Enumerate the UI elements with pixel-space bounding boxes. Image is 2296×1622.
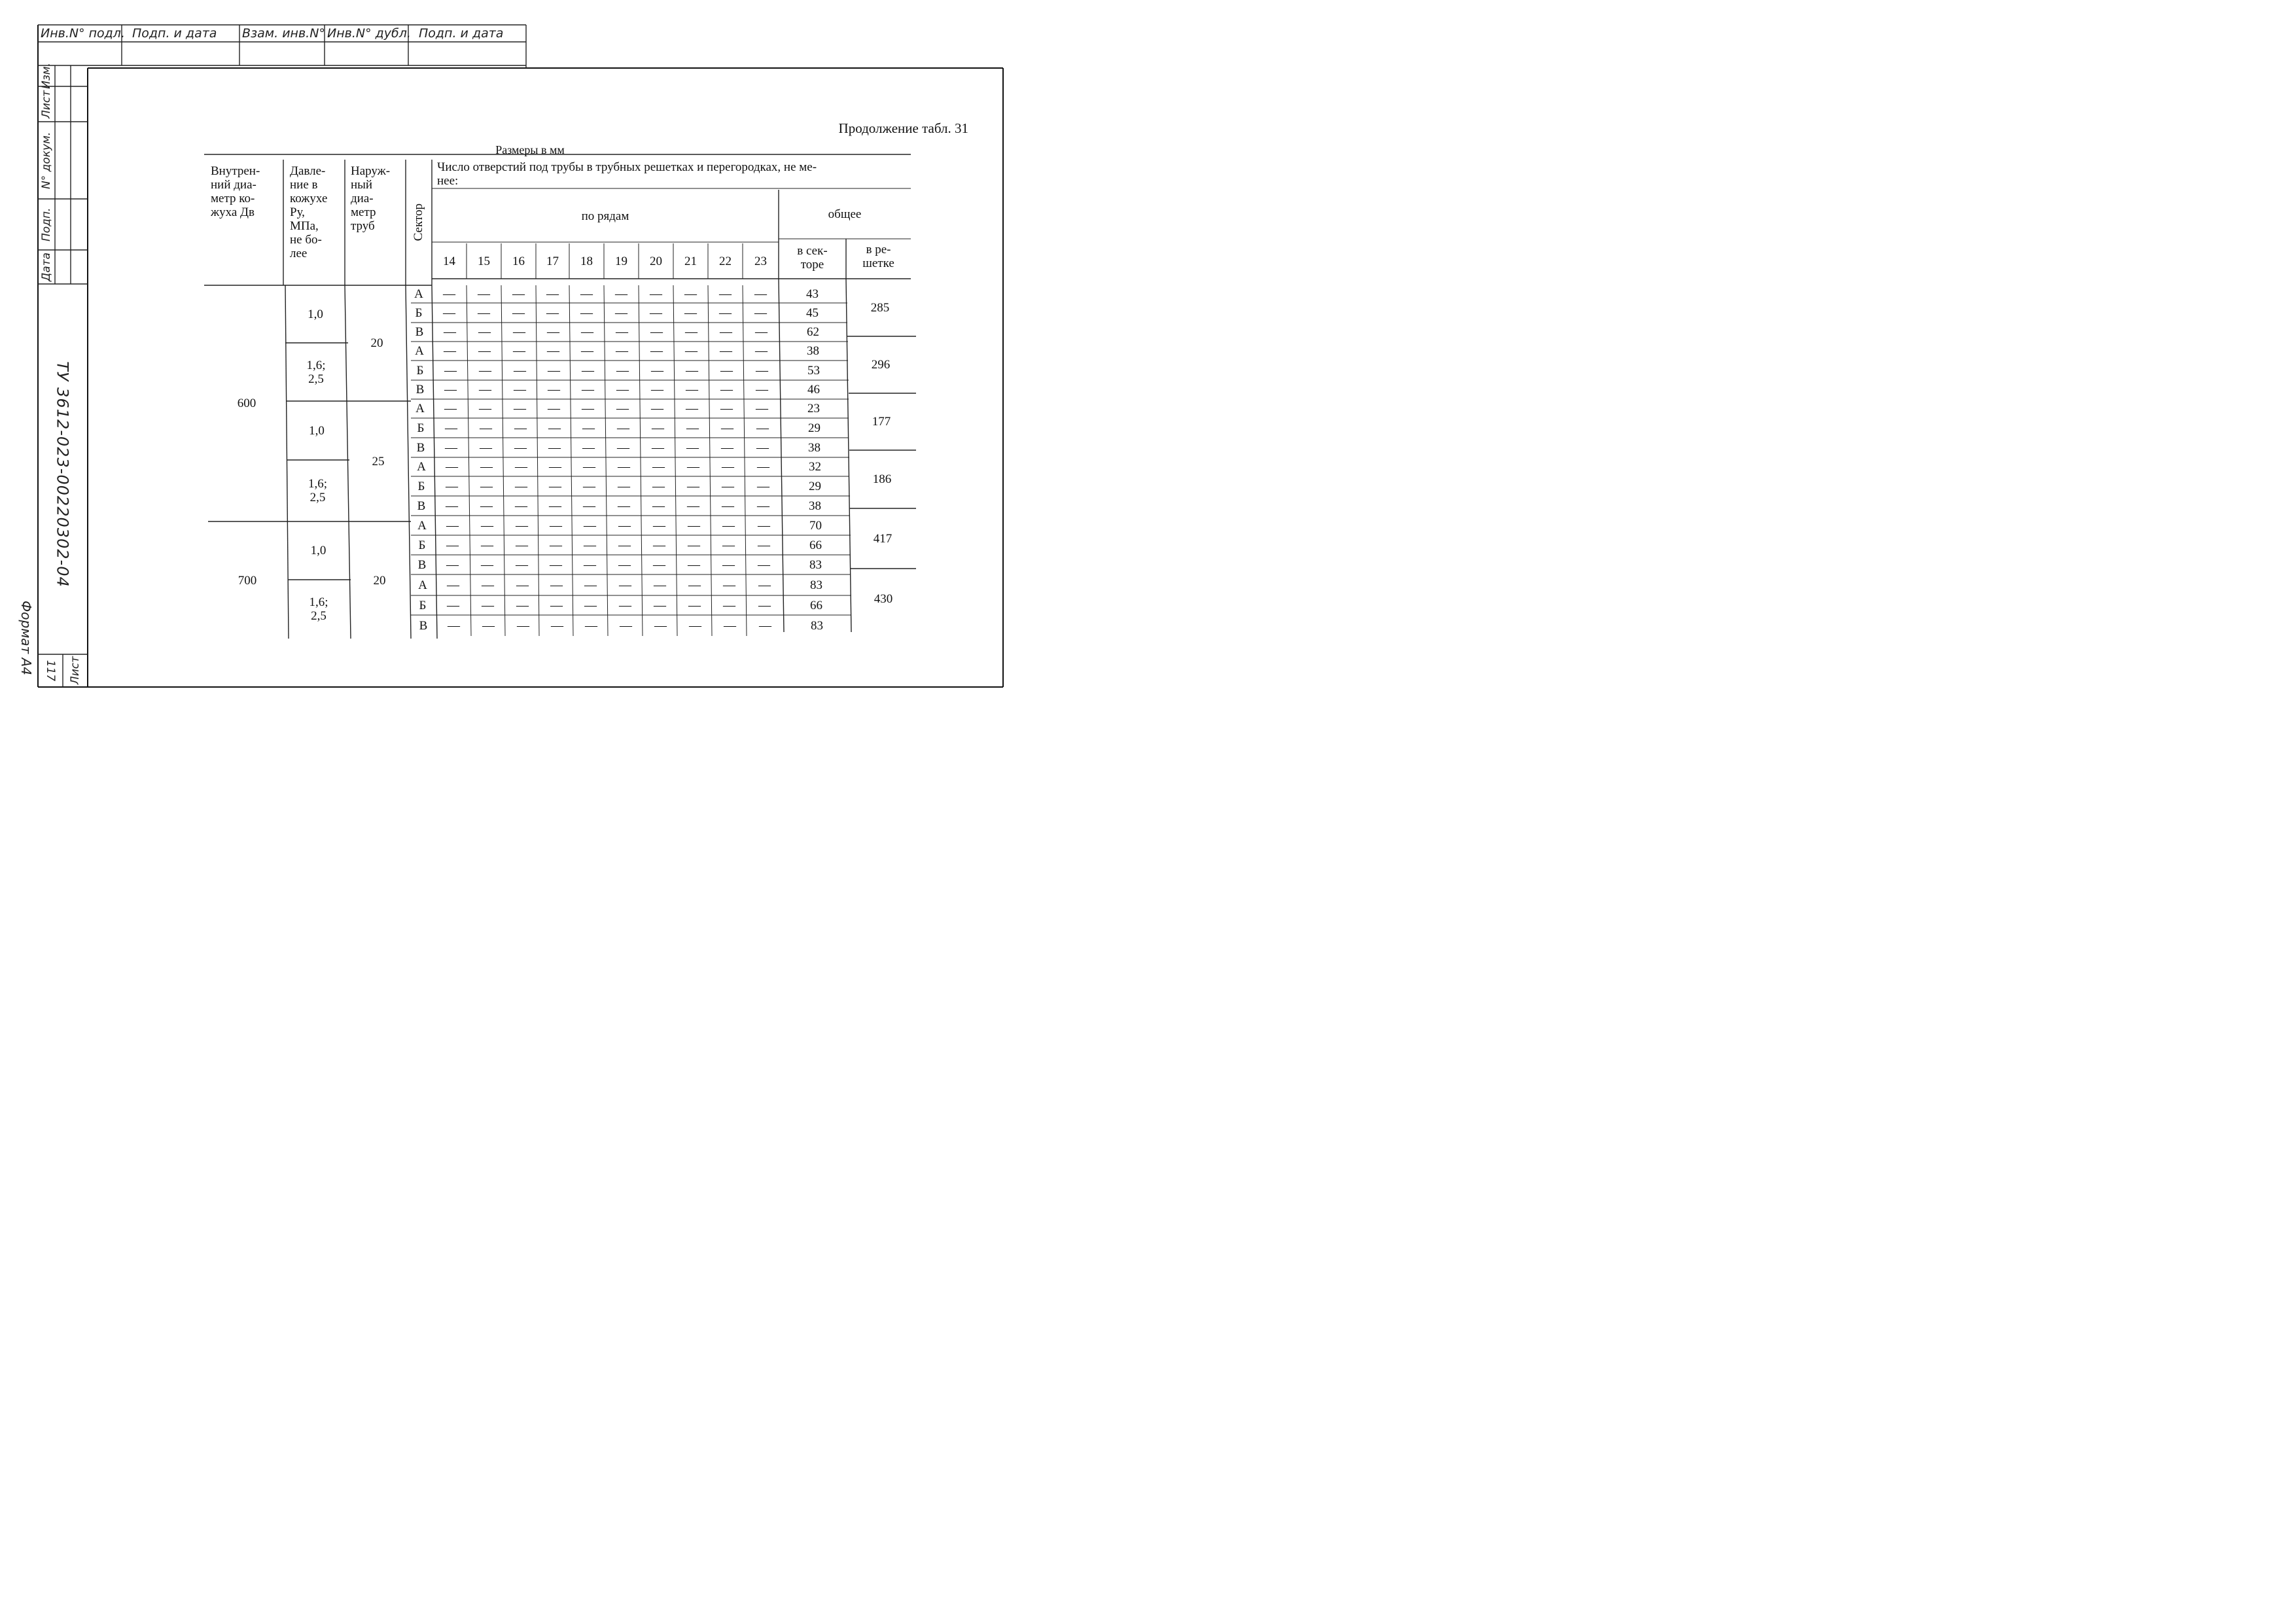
sheet-label-wrapper <box>63 654 88 687</box>
empty-dash-cell: — <box>689 618 701 633</box>
empty-dash-cell: — <box>583 499 595 513</box>
in-sector-cell: 66 <box>810 598 822 612</box>
diameter-600: 600 <box>237 397 256 410</box>
empty-dash-cell: — <box>549 499 561 513</box>
empty-dash-cell: — <box>650 306 662 320</box>
empty-dash-cell: — <box>720 402 733 415</box>
empty-dash-cell: — <box>479 363 491 378</box>
empty-dash-cell: — <box>653 557 665 572</box>
in-sector-cell: 70 <box>809 518 822 533</box>
empty-dash-cell: — <box>615 306 627 320</box>
empty-dash-cell: — <box>512 306 525 320</box>
empty-dash-cell: — <box>755 344 768 358</box>
empty-dash-cell: — <box>513 344 525 358</box>
empty-dash-cell: — <box>651 363 663 378</box>
empty-dash-cell: — <box>515 499 527 513</box>
empty-dash-cell: — <box>478 306 490 320</box>
header-in-sector: в сек- торе <box>797 244 828 272</box>
empty-dash-cell: — <box>756 402 768 415</box>
empty-dash-cell: — <box>514 383 526 397</box>
empty-dash-cell: — <box>687 499 699 513</box>
empty-dash-cell: — <box>549 479 561 493</box>
empty-dash-cell: — <box>723 578 735 592</box>
sector-cell: А <box>415 402 425 415</box>
header-sector: Сектор <box>412 203 425 241</box>
empty-dash-cell: — <box>720 383 733 397</box>
empty-dash-cell: — <box>620 618 632 633</box>
header-by-rows: по рядам <box>581 209 629 223</box>
empty-dash-cell: — <box>756 383 768 397</box>
empty-dash-cell: — <box>618 460 630 474</box>
header-in-grid: в ре- шетке <box>862 243 894 270</box>
stamp-label-podp: Подп. <box>40 207 53 241</box>
empty-dash-cell: — <box>515 479 527 493</box>
empty-dash-cell: — <box>581 325 593 339</box>
empty-dash-cell: — <box>754 287 767 301</box>
header-row-18: 18 <box>580 254 593 268</box>
empty-dash-cell: — <box>618 518 631 533</box>
empty-dash-cell: — <box>516 578 529 592</box>
empty-dash-cell: — <box>481 538 493 552</box>
stamp-label-inv-dubl: Инв.N° дубл. <box>327 26 411 41</box>
empty-dash-cell: — <box>512 287 525 301</box>
empty-dash-cell: — <box>724 618 736 633</box>
empty-dash-cell: — <box>446 460 458 474</box>
sector-cell: А <box>418 578 427 592</box>
empty-dash-cell: — <box>687 460 699 474</box>
empty-dash-cell: — <box>581 344 593 358</box>
empty-dash-cell: — <box>550 557 562 572</box>
sector-cell: Б <box>419 598 427 612</box>
header-outer-diameter: Наруж- ный диа- метр труб <box>351 164 391 233</box>
empty-dash-cell: — <box>619 578 631 592</box>
empty-dash-cell: — <box>548 402 560 415</box>
sector-cell: Б <box>415 306 423 320</box>
diameter-700: 700 <box>238 573 257 588</box>
in-grid-cell: 285 <box>870 300 890 315</box>
in-grid-cell: 296 <box>871 358 891 372</box>
empty-dash-cell: — <box>514 421 527 435</box>
empty-dash-cell: — <box>688 598 701 612</box>
empty-dash-cell: — <box>719 287 732 301</box>
empty-dash-cell: — <box>650 325 663 339</box>
empty-dash-cell: — <box>444 325 456 339</box>
format-wrapper <box>14 595 38 680</box>
sheet-number: 117 <box>43 660 57 682</box>
sector-cell: В <box>417 557 427 572</box>
in-sector-cell: 29 <box>808 421 821 435</box>
pressure-cell: 1,6; 2,5 <box>306 358 326 386</box>
empty-dash-cell: — <box>478 344 491 358</box>
stamp-label-izm: Изм. <box>40 63 53 89</box>
empty-dash-cell: — <box>546 287 559 301</box>
in-sector-cell: 23 <box>807 402 820 415</box>
empty-dash-cell: — <box>479 383 491 397</box>
empty-dash-cell: — <box>447 598 459 612</box>
empty-dash-cell: — <box>720 325 732 339</box>
empty-dash-cell: — <box>584 538 596 552</box>
sector-cell: В <box>419 618 428 633</box>
empty-dash-cell: — <box>755 325 768 339</box>
empty-dash-cell: — <box>688 538 700 552</box>
empty-dash-cell: — <box>758 518 770 533</box>
header-row-20: 20 <box>650 254 662 268</box>
empty-dash-cell: — <box>516 538 528 552</box>
empty-dash-cell: — <box>758 598 771 612</box>
stamp-label-n-dokum: N° докум. <box>40 132 53 189</box>
header-row-14: 14 <box>443 254 455 268</box>
empty-dash-cell: — <box>582 383 594 397</box>
sector-cell: В <box>415 383 425 397</box>
empty-dash-cell: — <box>550 518 562 533</box>
in-sector-cell: 38 <box>807 344 819 358</box>
in-sector-cell: 83 <box>810 578 822 592</box>
in-sector-cell: 29 <box>809 479 821 493</box>
empty-dash-cell: — <box>550 598 563 612</box>
empty-dash-cell: — <box>758 557 770 572</box>
empty-dash-cell: — <box>480 460 493 474</box>
empty-dash-cell: — <box>721 440 733 455</box>
empty-dash-cell: — <box>688 557 700 572</box>
header-row-16: 16 <box>512 254 525 268</box>
empty-dash-cell: — <box>584 557 596 572</box>
empty-dash-cell: — <box>478 325 491 339</box>
in-sector-cell: 62 <box>807 325 819 339</box>
header-row-21: 21 <box>684 254 697 268</box>
empty-dash-cell: — <box>580 306 593 320</box>
empty-dash-cell: — <box>688 518 700 533</box>
header-row-17: 17 <box>546 254 559 268</box>
empty-dash-cell: — <box>757 460 769 474</box>
empty-dash-cell: — <box>654 618 667 633</box>
stamp-label-data: Дата <box>40 252 53 282</box>
empty-dash-cell: — <box>722 499 734 513</box>
empty-dash-cell: — <box>618 479 630 493</box>
empty-dash-cell: — <box>650 287 662 301</box>
outer-diameter-cell: 25 <box>372 454 385 468</box>
stamp-label-vzam-inv: Взам. инв.N° <box>242 26 325 41</box>
empty-dash-cell: — <box>617 421 629 435</box>
sector-cell: А <box>417 518 427 533</box>
empty-dash-cell: — <box>448 618 460 633</box>
pressure-cell: 1,0 <box>308 307 323 321</box>
empty-dash-cell: — <box>652 499 665 513</box>
empty-dash-cell: — <box>446 518 459 533</box>
empty-dash-cell: — <box>444 344 456 358</box>
empty-dash-cell: — <box>756 421 769 435</box>
header-holes: Число отверстий под трубы в трубных решетках и перегородках, не ме- нее: <box>437 160 817 188</box>
in-sector-cell: 53 <box>807 363 820 378</box>
in-sector-cell: 38 <box>808 440 821 455</box>
empty-dash-cell: — <box>480 499 493 513</box>
empty-dash-cell: — <box>652 479 665 493</box>
empty-dash-cell: — <box>549 460 561 474</box>
empty-dash-cell: — <box>756 440 769 455</box>
stamp-label-inv-podl: Инв.N° подл. <box>41 26 125 41</box>
empty-dash-cell: — <box>585 618 597 633</box>
format-label: Формат А4 <box>18 601 34 675</box>
sector-cell: Б <box>417 479 425 493</box>
header-pressure: Давле- ние в кожухе Ру, МПа, не бо- лее <box>290 164 328 260</box>
empty-dash-cell: — <box>721 421 733 435</box>
empty-dash-cell: — <box>478 287 490 301</box>
in-sector-cell: 45 <box>806 306 819 320</box>
outer-diameter-cell: 20 <box>370 336 383 350</box>
in-sector-cell: 46 <box>807 383 820 397</box>
sector-cell: Б <box>417 421 425 435</box>
in-sector-cell: 66 <box>809 538 822 552</box>
units-note: Размеры в мм <box>495 143 565 156</box>
header-sector-wrapper <box>406 160 432 285</box>
in-sector-cell: 32 <box>809 460 821 474</box>
empty-dash-cell: — <box>444 383 457 397</box>
empty-dash-cell: — <box>582 363 594 378</box>
empty-dash-cell: — <box>516 598 529 612</box>
empty-dash-cell: — <box>688 578 701 592</box>
empty-dash-cell: — <box>515 460 527 474</box>
empty-dash-cell: — <box>481 518 493 533</box>
in-sector-cell: 83 <box>811 618 823 633</box>
empty-dash-cell: — <box>758 578 771 592</box>
empty-dash-cell: — <box>616 363 629 378</box>
empty-dash-cell: — <box>548 440 561 455</box>
document-page <box>0 0 1026 725</box>
empty-dash-cell: — <box>548 363 560 378</box>
empty-dash-cell: — <box>446 479 458 493</box>
in-grid-cell: 430 <box>874 592 893 606</box>
header-inner-diameter: Внутрен- ний диа- метр ко- жуха Дв <box>211 164 260 219</box>
empty-dash-cell: — <box>548 383 560 397</box>
empty-dash-cell: — <box>443 287 455 301</box>
empty-dash-cell: — <box>720 363 733 378</box>
empty-dash-cell: — <box>445 440 457 455</box>
pressure-cell: 1,6; 2,5 <box>309 595 328 623</box>
sector-cell: А <box>415 344 424 358</box>
sector-cell: В <box>417 499 426 513</box>
empty-dash-cell: — <box>653 538 665 552</box>
empty-dash-cell: — <box>687 479 699 493</box>
empty-dash-cell: — <box>719 306 732 320</box>
empty-dash-cell: — <box>482 578 494 592</box>
empty-dash-cell: — <box>480 421 492 435</box>
empty-dash-cell: — <box>723 598 735 612</box>
empty-dash-cell: — <box>583 460 595 474</box>
empty-dash-cell: — <box>582 402 594 415</box>
outer-diameter-cell: 20 <box>373 573 386 588</box>
empty-dash-cell: — <box>619 598 631 612</box>
empty-dash-cell: — <box>759 618 771 633</box>
stamp-label-list: Лист <box>40 90 53 118</box>
empty-dash-cell: — <box>480 440 492 455</box>
header-row-22: 22 <box>719 254 732 268</box>
header-row-15: 15 <box>478 254 490 268</box>
in-sector-cell: 43 <box>806 287 819 301</box>
empty-dash-cell: — <box>615 287 627 301</box>
empty-dash-cell: — <box>446 499 458 513</box>
empty-dash-cell: — <box>479 402 491 415</box>
empty-dash-cell: — <box>651 402 663 415</box>
sector-cell: А <box>414 287 423 301</box>
empty-dash-cell: — <box>758 538 770 552</box>
empty-dash-cell: — <box>443 306 455 320</box>
empty-dash-cell: — <box>514 363 526 378</box>
empty-dash-cell: — <box>617 440 629 455</box>
empty-dash-cell: — <box>722 538 735 552</box>
doc-code-wrapper <box>46 361 80 588</box>
in-grid-cell: 417 <box>873 531 892 546</box>
pressure-cell: 1,0 <box>310 544 327 557</box>
empty-dash-cell: — <box>548 421 561 435</box>
empty-dash-cell: — <box>686 402 698 415</box>
empty-dash-cell: — <box>653 518 665 533</box>
empty-dash-cell: — <box>444 402 457 415</box>
header-total: общее <box>828 207 862 221</box>
empty-dash-cell: — <box>652 460 665 474</box>
empty-dash-cell: — <box>685 344 698 358</box>
empty-dash-cell: — <box>551 618 563 633</box>
empty-dash-cell: — <box>618 557 631 572</box>
empty-dash-cell: — <box>651 383 663 397</box>
empty-dash-cell: — <box>652 440 664 455</box>
empty-dash-cell: — <box>582 440 595 455</box>
empty-dash-cell: — <box>722 460 734 474</box>
empty-dash-cell: — <box>482 598 494 612</box>
in-sector-cell: 83 <box>809 557 822 572</box>
header-row-23: 23 <box>754 254 767 268</box>
doc-code: ТУ 3612-023-00220302-04 <box>54 361 73 588</box>
empty-dash-cell: — <box>513 325 525 339</box>
empty-dash-cell: — <box>584 518 596 533</box>
empty-dash-cell: — <box>616 325 628 339</box>
sheet-label: Лист <box>69 656 82 685</box>
empty-dash-cell: — <box>720 344 732 358</box>
sector-cell: В <box>416 440 425 455</box>
in-sector-cell: 38 <box>809 499 821 513</box>
empty-dash-cell: — <box>547 344 559 358</box>
empty-dash-cell: — <box>756 363 768 378</box>
empty-dash-cell: — <box>616 344 628 358</box>
empty-dash-cell: — <box>650 344 663 358</box>
pressure-cell: 1,0 <box>309 423 325 438</box>
empty-dash-cell: — <box>584 598 597 612</box>
empty-dash-cell: — <box>684 306 697 320</box>
empty-dash-cell: — <box>550 538 562 552</box>
empty-dash-cell: — <box>546 306 559 320</box>
empty-dash-cell: — <box>517 618 529 633</box>
empty-dash-cell: — <box>582 421 595 435</box>
empty-dash-cell: — <box>550 578 563 592</box>
sector-cell: Б <box>416 363 424 378</box>
empty-dash-cell: — <box>447 578 459 592</box>
empty-dash-cell: — <box>444 363 457 378</box>
empty-dash-cell: — <box>514 402 526 415</box>
empty-dash-cell: — <box>616 383 629 397</box>
empty-dash-cell: — <box>516 518 528 533</box>
empty-dash-cell: — <box>652 421 664 435</box>
stamp-label-podp-data-2: Подп. и дата <box>419 26 504 41</box>
empty-dash-cell: — <box>754 306 767 320</box>
empty-dash-cell: — <box>445 421 457 435</box>
header-row-19: 19 <box>615 254 627 268</box>
empty-dash-cell: — <box>618 538 631 552</box>
sector-cell: В <box>415 325 424 339</box>
empty-dash-cell: — <box>686 421 699 435</box>
in-grid-cell: 177 <box>872 415 891 429</box>
table-caption: Продолжение табл. 31 <box>838 120 968 136</box>
empty-dash-cell: — <box>482 618 495 633</box>
empty-dash-cell: — <box>446 557 459 572</box>
empty-dash-cell: — <box>757 499 769 513</box>
empty-dash-cell: — <box>685 325 698 339</box>
empty-dash-cell: — <box>514 440 527 455</box>
empty-dash-cell: — <box>446 538 459 552</box>
empty-dash-cell: — <box>618 499 630 513</box>
empty-dash-cell: — <box>654 598 666 612</box>
empty-dash-cell: — <box>686 440 699 455</box>
sheet-number-wrapper <box>38 654 63 687</box>
in-grid-cell: 186 <box>872 472 892 486</box>
empty-dash-cell: — <box>584 578 597 592</box>
pressure-cell: 1,6; 2,5 <box>308 477 328 504</box>
empty-dash-cell: — <box>481 557 493 572</box>
stamp-label-podp-data: Подп. и дата <box>132 26 217 41</box>
empty-dash-cell: — <box>654 578 666 592</box>
empty-dash-cell: — <box>547 325 559 339</box>
empty-dash-cell: — <box>583 479 595 493</box>
empty-dash-cell: — <box>722 479 734 493</box>
empty-dash-cell: — <box>722 518 735 533</box>
empty-dash-cell: — <box>580 287 593 301</box>
empty-dash-cell: — <box>722 557 735 572</box>
empty-dash-cell: — <box>480 479 493 493</box>
empty-dash-cell: — <box>616 402 629 415</box>
sector-cell: А <box>417 460 426 474</box>
empty-dash-cell: — <box>684 287 697 301</box>
empty-dash-cell: — <box>516 557 528 572</box>
empty-dash-cell: — <box>757 479 769 493</box>
empty-dash-cell: — <box>686 363 698 378</box>
empty-dash-cell: — <box>686 383 698 397</box>
sector-cell: Б <box>418 538 426 552</box>
